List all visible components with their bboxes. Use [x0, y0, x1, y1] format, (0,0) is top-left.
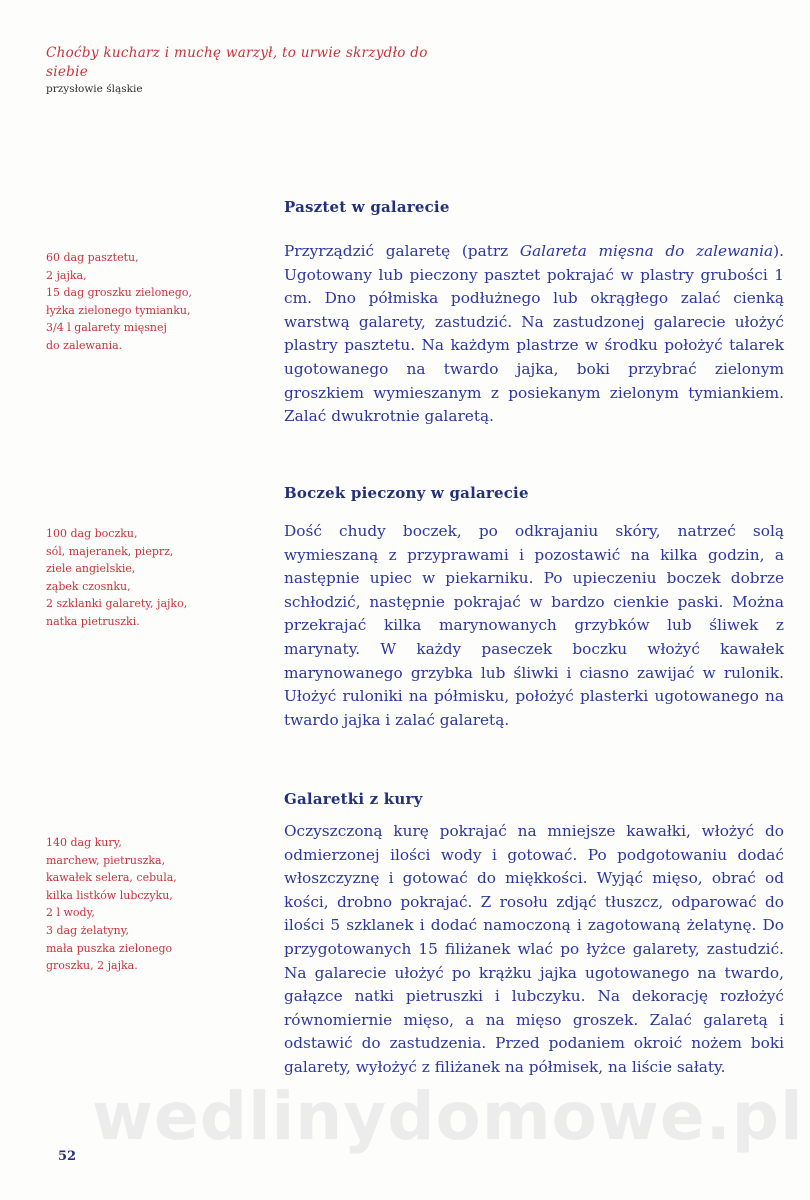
recipe-reference: Galareta mięsna do zalewania: [519, 242, 774, 260]
ingredient-line: 140 dag kury,: [46, 836, 122, 849]
instructions-intro: Przyrządzić galaretę (patrz: [284, 242, 520, 260]
ingredient-line: ziele angielskie,: [46, 562, 136, 576]
ingredient-line: 2 szklanki galarety, jajko,: [46, 597, 188, 611]
ingredient-line: 2 l wody,: [46, 906, 95, 920]
ingredient-line: 2 jajka,: [46, 268, 87, 282]
recipe-title-galaretki: Galaretki z kury: [284, 790, 423, 808]
watermark: wedlinydomowe.pl: [92, 1078, 804, 1155]
ingredients-pasztet: [46, 249, 256, 355]
ingredient-line: groszku, 2 jajka.: [46, 959, 138, 973]
instructions-rest: ). Ugotowany lub pieczony pasztet pokrajać w plastry grubości 1 cm. Dno półmiska podłużnego lub okrągłego zalać cienką warstwą galarety, zastudzić. Na zastudzonej galarecie ułożyć plastry pasztetu. Na każdym plastrze w środku położyć talarek ugotowanego na twardo jajka, boki przybrać zielonym groszkiem wymieszanym z posiekanym zielonym tymiankiem. Zalać dwukrotnie galaretą.: [284, 242, 784, 426]
ingredients-boczek: [46, 525, 256, 631]
ingredient-line: ząbek czosnku,: [46, 579, 131, 593]
ingredient-line: 100 dag boczku,: [46, 527, 138, 540]
recipe-title-boczek: Boczek pieczony w galarecie: [284, 484, 529, 502]
motto: [46, 44, 466, 95]
ingredient-line: do zalewania.: [46, 338, 123, 352]
ingredient-line: sól, majeranek, pieprz,: [46, 544, 174, 558]
ingredient-line: kilka listków lubczyku,: [46, 888, 173, 902]
instructions-galaretki: Oczyszczoną kurę pokrajać na mniejsze kawałki, włożyć do odmierzonej ilości wody i gotować. Po podgotowaniu dodać włoszczyznę i gotować do miękkości. Wyjąć mięso, obrać od kości, drobno pokrajać. Z rosołu zdjąć tłuszcz, odparować do ilości 5 szklanek i dodać namoczoną i zagotowaną żelatynę. Do przygotowanych 15 filiżanek wlać po łyżce galarety, zastudzić. Na galarecie ułożyć po krążku jajka ugotowanego na twardo, gałązce natki pietruszki i lubczyku. Na dekorację rozłożyć równomiernie mięso, a na mięso groszek. Zalać galaretą i odstawić do zastudzenia. Przed podaniem okroić nożem boki galarety, wyłożyć z filiżanek na półmisek, na liście sałaty.: [284, 822, 784, 1076]
ingredient-line: marchew, pietruszka,: [46, 853, 166, 867]
ingredient-line: 3/4 l galarety mięsnej: [46, 321, 167, 335]
motto-text: Choćby kucharz i muchę warzył, to urwie skrzydło do siebie: [46, 45, 428, 80]
ingredient-line: 60 dag pasztetu,: [46, 251, 139, 264]
ingredient-line: 15 dag groszku zielonego,: [46, 286, 192, 300]
ingredient-line: łyżka zielonego tymianku,: [46, 303, 191, 317]
motto-source: przysłowie śląskie: [46, 83, 143, 95]
ingredients-galaretki: [46, 834, 256, 975]
recipe-title-pasztet: Pasztet w galarecie: [284, 198, 450, 216]
instructions-pasztet: [284, 240, 784, 429]
ingredient-line: 3 dag żelatyny,: [46, 923, 129, 937]
ingredient-line: mała puszka zielonego: [46, 941, 173, 955]
page-number: 52: [58, 1149, 77, 1164]
instructions-boczek: Dość chudy boczek, po odkrajaniu skóry, natrzeć solą wymieszaną z przyprawami i pozostawić na kilka godzin, a następnie upiec w piekarniku. Po upieczeniu boczek dobrze schłodzić, następnie pokrajać w bardzo cienkie paski. Można przekrajać kilka marynowanych grzybków lub śliwek z marynaty. W każdy paseczek boczku włożyć kawałek marynowanego grzybka lub śliwki i ciasno zawijać w rulonik. Ułożyć ruloniki na półmisku, położyć plasterki ugotowanego na twardo jajka i zalać galaretą.: [284, 522, 784, 729]
ingredient-line: natka pietruszki.: [46, 614, 140, 628]
ingredient-line: kawałek selera, cebula,: [46, 871, 177, 885]
